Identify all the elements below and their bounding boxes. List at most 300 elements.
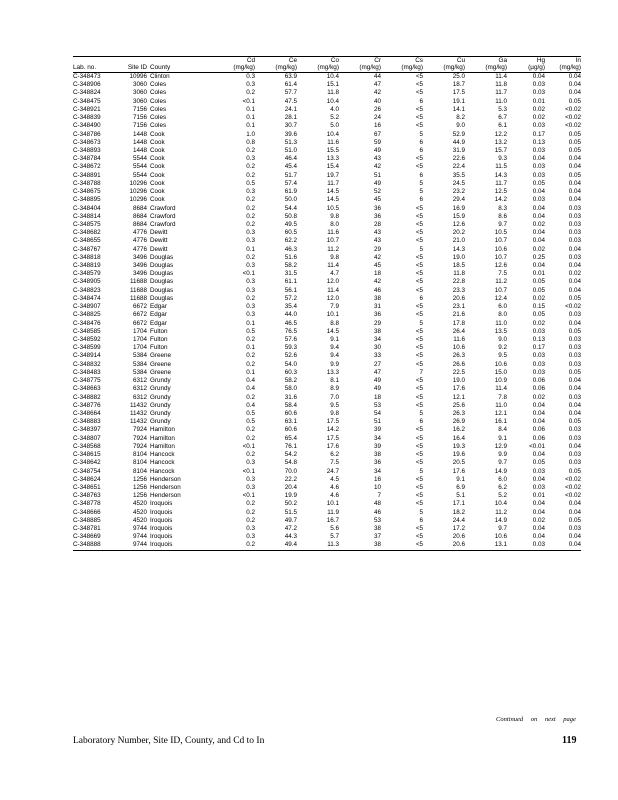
- cell-lab-no: C-348788: [73, 179, 101, 187]
- cell-lab-no: C-348476: [73, 319, 101, 327]
- cell-site-id: 6672: [132, 311, 147, 319]
- page-number: 119: [562, 735, 577, 746]
- cell-co: 11.8: [327, 89, 339, 97]
- cell-hg: 0.25: [532, 253, 545, 261]
- cell-ga: 10.7: [494, 253, 507, 261]
- cell-ga: 11.2: [495, 278, 507, 286]
- cell-co: 10.5: [326, 204, 339, 212]
- cell-in: <0.02: [565, 492, 581, 500]
- cell-co: 7.0: [330, 393, 339, 401]
- cell-co: 7.9: [330, 303, 339, 311]
- cell-in: 0.04: [568, 377, 581, 385]
- cell-cd: 0.1: [246, 114, 255, 122]
- cell-cr: 38: [373, 327, 381, 335]
- cell-ce: 45.4: [284, 163, 297, 171]
- cell-cr: 45: [373, 196, 381, 204]
- cell-county: Crawford: [150, 204, 176, 212]
- cell-lab-no: C-348775: [73, 377, 101, 385]
- cell-co: 14.5: [326, 188, 339, 196]
- table-row: [73, 402, 581, 410]
- cell-cu: 11.6: [453, 336, 465, 343]
- cell-site-id: 4520: [132, 500, 147, 508]
- cell-lab-no: C-348585: [73, 327, 101, 335]
- cell-county: Grundy: [150, 409, 171, 417]
- table-row: [73, 122, 581, 130]
- table-row: [73, 278, 581, 286]
- cell-in: 0.04: [568, 196, 581, 204]
- cell-cr: 54: [373, 409, 381, 417]
- cell-cr: 36: [373, 311, 381, 319]
- cell-cd: 0.2: [246, 352, 255, 360]
- cell-cd: 0.3: [246, 525, 255, 533]
- cell-lab-no: C-348763: [73, 492, 101, 500]
- table-row: [73, 81, 581, 89]
- cell-county: Douglas: [150, 286, 174, 294]
- cell-hg: 0.01: [532, 492, 545, 500]
- cell-lab-no: C-348807: [73, 434, 101, 442]
- cell-county: Iroquois: [150, 508, 173, 516]
- cell-ce: 63.9: [284, 73, 297, 80]
- cell-ga: 11.2: [495, 508, 507, 516]
- cell-ce: 52.6: [284, 352, 297, 360]
- cell-lab-no: C-348475: [73, 97, 101, 105]
- cell-cs: 6: [419, 138, 423, 146]
- cell-site-id: 3496: [132, 253, 147, 261]
- cell-ce: 49.5: [284, 220, 297, 228]
- cell-county: Grundy: [150, 385, 171, 393]
- cell-hg: 0.03: [532, 483, 545, 491]
- cell-cu: 26.3: [452, 409, 465, 417]
- cell-hg: 0.04: [532, 533, 545, 541]
- cell-lab-no: C-348819: [73, 262, 101, 270]
- cell-in: 0.04: [568, 188, 581, 196]
- cell-hg: 0.03: [507, 541, 545, 550]
- cell-site-id: 3060: [132, 89, 147, 97]
- cell-lab-no: C-348624: [73, 475, 101, 483]
- cell-ce: 76.5: [284, 327, 297, 335]
- cell-county: Iroquois: [150, 516, 173, 524]
- cell-ce: 46.5: [284, 319, 297, 327]
- cell-hg: 0.03: [532, 467, 545, 475]
- cell-in: 0.03: [568, 360, 581, 368]
- cell-cs: <5: [415, 327, 423, 335]
- cell-in: 0.03: [568, 344, 581, 352]
- cell-cr: 16: [373, 475, 381, 483]
- cell-cu: 20.6: [452, 533, 465, 541]
- cell-ga: 6.0: [498, 303, 507, 311]
- unit-hg: (µg/g): [507, 64, 545, 73]
- table-row: [73, 287, 581, 295]
- cell-ce: 44.3: [284, 533, 297, 541]
- cell-cd: 0.4: [246, 401, 255, 409]
- cell-hg: 0.03: [532, 196, 545, 204]
- cell-lab-no: C-348675: [73, 188, 101, 196]
- cell-hg: 0.06: [532, 426, 545, 434]
- cell-cs: <5: [415, 237, 423, 245]
- header-in: In: [545, 57, 581, 65]
- cell-co: 15.5: [326, 146, 339, 154]
- cell-cr: 39: [373, 426, 381, 434]
- cell-co: 4.7: [330, 270, 339, 278]
- cell-ga: 11.0: [495, 401, 507, 409]
- cell-lab-no: C-348784: [73, 155, 101, 163]
- cell-lab-no: C-348669: [73, 533, 101, 541]
- cell-site-id: 7924: [132, 434, 147, 442]
- cell-hg: 0.04: [532, 500, 545, 508]
- cell-site-id: 11432: [129, 418, 147, 426]
- cell-cs: <5: [415, 483, 423, 491]
- table-row: [73, 213, 581, 221]
- cell-cu: 25.6: [452, 401, 465, 409]
- table-body: [73, 73, 581, 551]
- cell-lab-no: C-348642: [73, 459, 101, 467]
- cell-cd: <0.1: [242, 467, 255, 475]
- cell-co: 5.2: [330, 114, 339, 122]
- cell-cd: 0.2: [246, 212, 255, 220]
- cell-cd: 0.2: [246, 426, 255, 434]
- cell-hg: 0.03: [532, 352, 545, 360]
- cell-co: 14.5: [326, 196, 339, 204]
- cell-cu: 23.3: [452, 286, 465, 294]
- cell-hg: 0.02: [532, 105, 545, 113]
- cell-co: 12.0: [326, 294, 339, 302]
- cell-cr: 59: [373, 138, 381, 146]
- cell-site-id: 4776: [132, 245, 147, 253]
- cell-co: 4.5: [330, 475, 339, 483]
- cell-lab-no: C-348666: [73, 508, 101, 516]
- cell-county: Cook: [150, 196, 165, 204]
- cell-ce: 51.0: [284, 146, 297, 154]
- cell-cs: 6: [419, 97, 423, 105]
- cell-cr: 45: [373, 262, 381, 270]
- cell-co: 13.3: [326, 155, 339, 163]
- cell-cs: <5: [415, 155, 423, 163]
- cell-county: Coles: [150, 105, 167, 113]
- cell-ga: 9.2: [498, 344, 507, 352]
- cell-cs: 5: [419, 179, 423, 187]
- cell-ga: 10.4: [494, 500, 507, 508]
- cell-hg: 0.06: [532, 434, 545, 442]
- cell-cs: <5: [415, 81, 423, 89]
- cell-ga: 10.5: [494, 229, 507, 237]
- cell-cr: 46: [373, 508, 381, 516]
- table-row: [73, 533, 581, 541]
- cell-co: 8.0: [330, 220, 339, 228]
- cell-lab-no: C-348825: [73, 311, 101, 319]
- cell-cr: 46: [373, 286, 381, 294]
- cell-ce: 54.0: [284, 360, 297, 368]
- cell-county: Dewitt: [150, 237, 168, 245]
- cell-county: Douglas: [150, 270, 174, 278]
- cell-cs: <5: [415, 311, 423, 319]
- cell-cu: 20.2: [452, 229, 465, 237]
- cell-hg: 0.05: [532, 286, 545, 294]
- cell-co: 17.5: [326, 434, 339, 442]
- cell-ce: 31.6: [284, 393, 297, 401]
- cell-in: 0.03: [568, 204, 581, 212]
- cell-ce: 58.4: [284, 401, 297, 409]
- cell-ce: 59.3: [284, 344, 297, 352]
- cell-hg: 0.01: [532, 97, 545, 105]
- cell-ce: 24.1: [284, 105, 297, 113]
- cell-site-id: 3496: [132, 262, 147, 270]
- cell-cs: 5: [419, 188, 423, 196]
- cell-cr: 49: [373, 385, 381, 393]
- unit-co: (mg/kg): [297, 64, 339, 73]
- cell-cs: 5: [419, 319, 423, 327]
- cell-ga: 11.4: [495, 385, 507, 393]
- cell-cr: 30: [373, 344, 381, 352]
- cell-cd: 0.2: [246, 163, 255, 171]
- cell-ce: 46.4: [284, 155, 297, 163]
- cell-site-id: 11688: [129, 294, 147, 302]
- cell-cu: 8.2: [456, 114, 465, 122]
- cell-cd: 0.3: [246, 155, 255, 163]
- cell-site-id: 7156: [132, 105, 147, 113]
- table-row: [73, 328, 581, 336]
- cell-co: 11.4: [327, 286, 339, 294]
- cell-in: <0.02: [565, 475, 581, 483]
- cell-ce: 44.0: [284, 311, 297, 319]
- cell-county: Cook: [150, 146, 165, 154]
- table-row: [73, 451, 581, 459]
- cell-lab-no: C-348823: [73, 286, 101, 294]
- cell-ga: 14.2: [494, 196, 507, 204]
- cell-cd: <0.1: [242, 492, 255, 500]
- cell-county: Fulton: [150, 336, 168, 343]
- header-cs: Cs: [381, 57, 423, 65]
- table-row: [73, 196, 581, 204]
- cell-ga: 10.6: [494, 533, 507, 541]
- cell-in: 0.03: [568, 434, 581, 442]
- cell-cr: 48: [373, 500, 381, 508]
- cell-cs: <5: [415, 352, 423, 360]
- cell-ce: 54.2: [284, 451, 297, 459]
- cell-cr: 38: [373, 294, 381, 302]
- cell-site-id: 6312: [132, 377, 147, 385]
- cell-cu: 17.1: [452, 500, 465, 508]
- cell-site-id: 10296: [129, 196, 147, 204]
- cell-ga: 8.3: [498, 204, 507, 212]
- cell-cr: 24: [373, 114, 381, 122]
- cell-ce: 57.7: [284, 89, 297, 97]
- cell-ce: 50.0: [284, 196, 297, 204]
- cell-county: Dewitt: [150, 245, 168, 253]
- cell-cd: 0.2: [246, 171, 255, 179]
- cell-co: 9.8: [330, 409, 339, 417]
- cell-site-id: 5384: [132, 368, 147, 376]
- cell-in: 0.04: [568, 245, 581, 253]
- cell-lab-no: C-348474: [73, 294, 101, 302]
- cell-ce: 22.2: [284, 475, 297, 483]
- cell-in: 0.05: [568, 138, 581, 146]
- cell-ce: 50.2: [284, 500, 297, 508]
- cell-ce: 57.6: [284, 336, 297, 343]
- cell-county: Cook: [150, 130, 165, 138]
- cell-cs: <5: [415, 475, 423, 483]
- cell-ce: 31.5: [284, 270, 297, 278]
- cell-cu: 9.0: [456, 122, 465, 130]
- table-row: [73, 131, 581, 139]
- cell-site-id: 1704: [132, 327, 147, 335]
- cell-site-id: 5384: [132, 352, 147, 360]
- cell-cd: 0.2: [246, 253, 255, 261]
- cell-hg: 0.02: [532, 393, 545, 401]
- cell-cs: <5: [415, 163, 423, 171]
- cell-cs: <5: [415, 385, 423, 393]
- cell-county: Edgar: [150, 319, 167, 327]
- cell-in: <0.02: [565, 105, 581, 113]
- cell-cs: <5: [415, 229, 423, 237]
- unit-cd: (mg/kg): [217, 64, 255, 73]
- cell-co: 6.2: [330, 451, 339, 459]
- cell-hg: 0.04: [532, 237, 545, 245]
- cell-cd: 0.3: [246, 262, 255, 270]
- cell-cr: 34: [373, 467, 381, 475]
- cell-cu: 16.2: [452, 426, 465, 434]
- cell-in: 0.03: [568, 229, 581, 237]
- cell-site-id: 8684: [132, 212, 147, 220]
- cell-county: Clinton: [150, 73, 170, 80]
- cell-co: 9.8: [330, 212, 339, 220]
- header-county: County: [147, 64, 217, 73]
- cell-in: <0.02: [565, 122, 581, 130]
- cell-hg: 0.02: [532, 220, 545, 228]
- cell-co: 9.1: [330, 336, 339, 343]
- cell-hg: 0.04: [532, 508, 545, 516]
- cell-lab-no: C-348473: [73, 73, 101, 80]
- cell-county: Greene: [150, 360, 172, 368]
- header-ce: Ce: [255, 57, 297, 65]
- cell-site-id: 1256: [132, 492, 147, 500]
- cell-cr: 42: [373, 253, 381, 261]
- cell-cr: 18: [373, 393, 381, 401]
- cell-county: Crawford: [150, 212, 176, 220]
- cell-county: Greene: [150, 352, 172, 360]
- cell-cr: 53: [373, 401, 381, 409]
- cell-county: Coles: [150, 122, 167, 130]
- cell-cr: 36: [373, 204, 381, 212]
- cell-ga: 11.7: [495, 89, 507, 97]
- cell-ce: 58.2: [284, 262, 297, 270]
- cell-cd: 0.1: [246, 105, 255, 113]
- cell-cu: 21.0: [452, 237, 465, 245]
- cell-hg: 0.04: [532, 418, 545, 426]
- cell-lab-no: C-348885: [73, 516, 101, 524]
- cell-co: 5.7: [330, 533, 339, 541]
- cell-ga: 9.7: [498, 525, 507, 533]
- cell-ga: 6.1: [498, 122, 507, 130]
- cell-cu: 22.8: [452, 278, 465, 286]
- cell-cr: 36: [373, 459, 381, 467]
- cell-ga: 10.7: [494, 237, 507, 245]
- cell-ga: 11.0: [495, 97, 507, 105]
- cell-ga: 11.4: [495, 73, 507, 80]
- cell-ce: 49.7: [284, 516, 297, 524]
- cell-co: 14.5: [326, 327, 339, 335]
- cell-cr: 44: [373, 73, 381, 80]
- cell-cd: 0.5: [246, 179, 255, 187]
- cell-cd: 0.4: [246, 377, 255, 385]
- cell-county: Greene: [150, 368, 172, 376]
- cell-hg: 0.05: [532, 179, 545, 187]
- cell-site-id: 1448: [132, 146, 147, 154]
- table-row: [73, 468, 581, 476]
- cell-ga: 11.7: [495, 179, 507, 187]
- cell-cd: 0.2: [246, 451, 255, 459]
- cell-hg: 0.04: [532, 401, 545, 409]
- cell-cu: 52.9: [452, 130, 465, 138]
- header-co: Co: [297, 57, 339, 65]
- cell-site-id: 4520: [132, 516, 147, 524]
- cell-cs: <5: [415, 344, 423, 352]
- cell-lab-no: C-348592: [73, 336, 101, 343]
- cell-cd: 0.5: [246, 327, 255, 335]
- cell-cd: 0.2: [246, 89, 255, 97]
- cell-co: 11.3: [297, 541, 339, 550]
- cell-ga: 11.8: [495, 81, 507, 89]
- cell-ce: 60.5: [284, 229, 297, 237]
- cell-cu: 24.5: [452, 179, 465, 187]
- cell-ga: 9.0: [498, 336, 507, 343]
- cell-cs: 6: [419, 294, 423, 302]
- cell-site-id: 1704: [132, 344, 147, 352]
- cell-cd: 0.3: [246, 73, 255, 80]
- cell-cs: 5: [419, 245, 423, 253]
- cell-in: 0.02: [568, 270, 581, 278]
- cell-county: Hancock: [150, 467, 175, 475]
- cell-cs: 5: [419, 467, 423, 475]
- cell-ga: 10.6: [494, 245, 507, 253]
- cell-site-id: 8104: [132, 459, 147, 467]
- cell-county: Hancock: [150, 459, 175, 467]
- table-header: [73, 57, 581, 73]
- cell-ga: 7.8: [498, 393, 507, 401]
- cell-lab-no: C-348490: [73, 122, 101, 130]
- cell-cs: <5: [415, 286, 423, 294]
- header-cu: Cu: [423, 57, 465, 65]
- cell-co: 11.6: [327, 229, 339, 237]
- cell-ga: 11.5: [495, 163, 507, 171]
- table-row: [73, 295, 581, 303]
- cell-site-id: 6672: [132, 319, 147, 327]
- cell-co: 4.0: [330, 105, 339, 113]
- cell-ga: 8.4: [498, 426, 507, 434]
- cell-co: 5.6: [330, 525, 339, 533]
- cell-cd: 0.3: [246, 475, 255, 483]
- table-row: [73, 246, 581, 254]
- cell-lab-no: C-348907: [73, 303, 101, 311]
- cell-lab-no: C-348781: [73, 525, 101, 533]
- cell-cs: 5: [419, 130, 423, 138]
- cell-site-id: 11432: [129, 409, 147, 417]
- cell-in: 0.05: [568, 294, 581, 302]
- cell-ga: 12.1: [494, 409, 507, 417]
- cell-cu: 25.0: [452, 73, 465, 80]
- cell-county: Henderson: [150, 475, 181, 483]
- cell-cd: 0.4: [246, 385, 255, 393]
- cell-co: 8.8: [330, 319, 339, 327]
- cell-cs: <5: [415, 262, 423, 270]
- cell-in: 0.04: [568, 401, 581, 409]
- cell-site-id: 9744: [115, 541, 147, 550]
- cell-cr: 36: [373, 212, 381, 220]
- cell-county: Grundy: [150, 401, 171, 409]
- cell-ga: 7.5: [498, 270, 507, 278]
- cell-ce: 39.6: [284, 130, 297, 138]
- cell-co: 8.1: [330, 377, 339, 385]
- cell-site-id: 8684: [132, 204, 147, 212]
